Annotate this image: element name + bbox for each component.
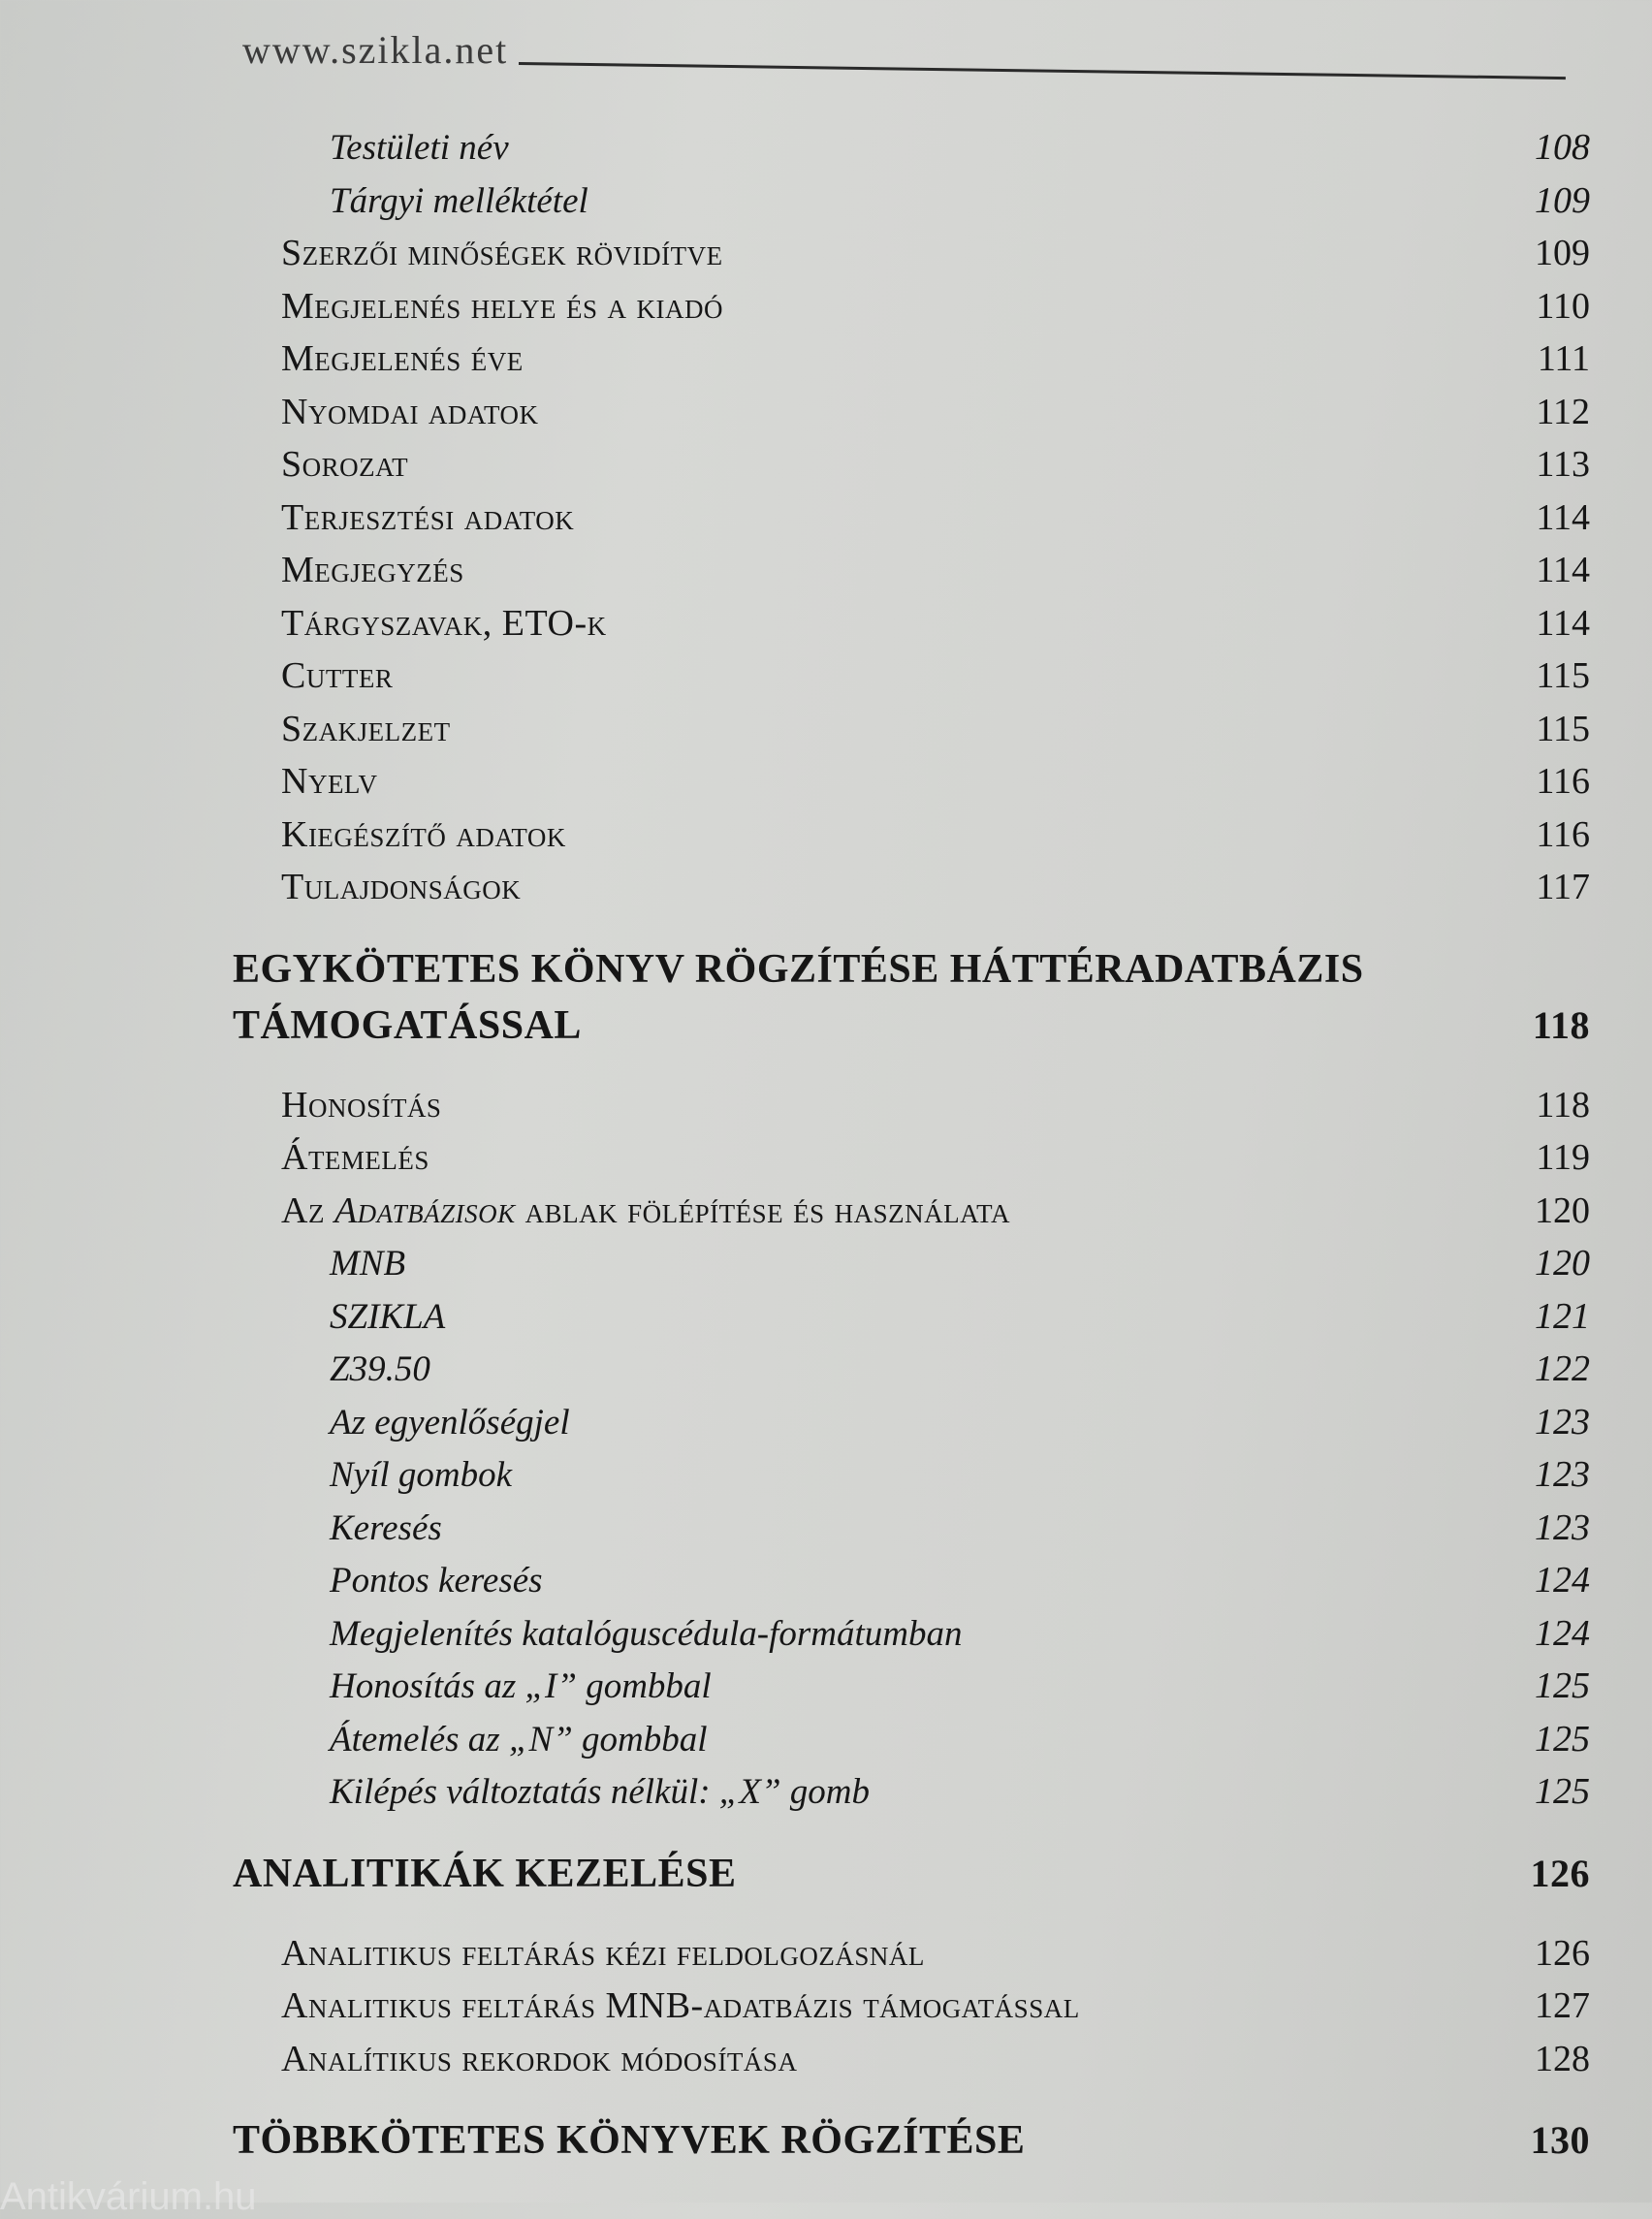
toc-entry-title: Tárgyszavak, ETO-k (281, 602, 607, 644)
toc-entry-title: Kiegészítő adatok (281, 813, 566, 855)
toc-entry (233, 703, 1590, 756)
toc-entry-page: 109 (1535, 179, 1590, 221)
toc-section-title: ANALITIKÁK KEZELÉSE (233, 1851, 737, 1896)
toc-entry-page: 125 (1535, 1665, 1590, 1706)
toc-entry-page: 114 (1536, 602, 1590, 644)
toc-entry-title: Megjelenés éve (281, 338, 524, 379)
toc-entry-title: SZIKLA (330, 1296, 446, 1337)
toc-entry-page: 114 (1536, 550, 1590, 590)
toc-entry-page: 127 (1535, 1985, 1590, 2026)
header-rule (519, 62, 1566, 79)
toc-entry-title: Megjelenés helye és a kiadó (281, 285, 724, 327)
toc-entry (233, 227, 1590, 280)
toc-entry (233, 755, 1590, 808)
toc-entry-title: Az egyenlőségjel (330, 1402, 570, 1442)
toc-entry-page: 115 (1536, 708, 1590, 749)
toc-entry-page: 124 (1535, 1612, 1590, 1654)
toc-entry-title: Kilépés változtatás nélkül: „X” gomb (330, 1772, 871, 1812)
toc-entry-page: 112 (1536, 391, 1590, 432)
toc-entry-page: 116 (1536, 813, 1590, 855)
toc-section-page: 126 (1530, 1851, 1590, 1895)
toc-entry-page: 123 (1535, 1401, 1590, 1442)
toc-entry-title: Átemelés (281, 1137, 429, 1178)
toc-entry-title: Cutter (281, 655, 394, 696)
toc-entry-title: Analitikus feltárás MNB-adatbázis támogatással (281, 1985, 1080, 2026)
toc-entry-page: 125 (1535, 1718, 1590, 1759)
toc-entry (233, 544, 1590, 597)
toc-entry (233, 491, 1590, 545)
toc-entry-page: 109 (1535, 233, 1590, 273)
toc-entry-title-emphasis: Adatbázisok (334, 1189, 516, 1231)
toc-entry-title: Honosítás az „I” gombbal (330, 1666, 712, 1706)
toc-section-title: EGYKÖTETES KÖNYV RÖGZÍTÉSE HÁTTÉRADATBÁZIS TÁMOGATÁSSAL (233, 946, 1364, 1048)
toc-entry (233, 1607, 1590, 1661)
header-url: www.szikla.net (242, 28, 509, 72)
toc-entry (233, 650, 1590, 703)
toc-entry-page: 121 (1535, 1295, 1590, 1337)
toc-entry (233, 1502, 1590, 1555)
toc-entry (233, 1554, 1590, 1607)
toc-entry-page: 120 (1535, 1189, 1590, 1231)
toc-entry (233, 1927, 1590, 1981)
toc-entry-page: 128 (1535, 2038, 1590, 2079)
toc-entry-page: 120 (1535, 1243, 1590, 1284)
toc-entry-page: 126 (1535, 1932, 1590, 1974)
toc-entry (233, 1185, 1590, 1238)
toc-entry-title: Analitikus feltárás kézi feldolgozásnál (281, 1932, 925, 1974)
toc-entry (233, 597, 1590, 650)
toc-entry-page: 113 (1536, 444, 1590, 485)
toc-section-title: TÖBBKÖTETES KÖNYVEK RÖGZÍTÉSE (233, 2118, 1026, 2163)
toc-section-page: 130 (1530, 2118, 1590, 2162)
toc-entry-page: 111 (1537, 338, 1590, 379)
toc-entry (233, 174, 1590, 228)
toc-entry-page: 125 (1535, 1771, 1590, 1812)
toc-entry-title: Sorozat (281, 444, 409, 485)
toc-entry-page: 115 (1536, 655, 1590, 696)
toc-entry (233, 333, 1590, 386)
toc-entry (233, 1660, 1590, 1713)
toc-entry (233, 808, 1590, 862)
toc-entry (233, 1448, 1590, 1502)
toc-entry-page: 110 (1536, 285, 1590, 327)
toc-entry-title: Tulajdonságok (281, 867, 522, 907)
toc-entry-page: 123 (1535, 1506, 1590, 1548)
toc-entry (233, 1343, 1590, 1396)
toc-entry-title: Megjelenítés katalóguscédula-formátumban (330, 1613, 963, 1654)
toc-section-page: 118 (1532, 1002, 1590, 1047)
toc-entry-title: Testületi név (330, 128, 509, 168)
toc-entry (233, 1237, 1590, 1290)
toc-entry (233, 1079, 1590, 1132)
toc-entry (233, 1980, 1590, 2033)
toc-entry (233, 1131, 1590, 1185)
toc-entry-title: Z39.50 (330, 1349, 430, 1389)
toc-entry-page: 117 (1536, 867, 1590, 907)
toc-entry-title: MNB (330, 1244, 406, 1284)
toc-entry (233, 1765, 1590, 1819)
toc-entry (233, 1396, 1590, 1449)
toc-entry-title: Tárgyi melléktétel (330, 180, 588, 221)
toc-entry-title: Honosítás (281, 1084, 442, 1125)
toc-entry-title: Szerzői minőségek rövidítve (281, 233, 723, 273)
toc-entry-title: Nyelv (281, 761, 378, 802)
toc-entry-title: Keresés (330, 1507, 442, 1548)
table-of-contents (233, 121, 1590, 2194)
toc-section-heading (233, 941, 1590, 1054)
toc-entry (233, 2033, 1590, 2086)
toc-entry-page: 116 (1536, 761, 1590, 802)
toc-entry-title: Szakjelzet (281, 708, 451, 749)
toc-entry-page: 114 (1536, 496, 1590, 538)
toc-entry-page: 123 (1535, 1454, 1590, 1495)
toc-section-heading (233, 2112, 1590, 2169)
toc-entry-title: Pontos keresés (330, 1561, 543, 1601)
toc-entry (233, 121, 1590, 174)
toc-entry-title-pre: Az (281, 1189, 334, 1231)
toc-entry-title (281, 1185, 1010, 1238)
toc-entry-title: Nyomdai adatok (281, 391, 539, 432)
toc-entry (233, 861, 1590, 914)
toc-entry-title: Analítikus rekordok módosítása (281, 2038, 798, 2079)
watermark: Antikvárium.hu (0, 2175, 257, 2218)
toc-entry-title: Átemelés az „N” gombbal (330, 1719, 708, 1759)
toc-section-heading (233, 1846, 1590, 1902)
toc-entry-page: 118 (1536, 1084, 1590, 1125)
toc-entry-page: 108 (1535, 127, 1590, 168)
toc-entry-title: Megjegyzés (281, 550, 464, 590)
toc-entry-title: Nyíl gombok (330, 1455, 513, 1495)
toc-entry (233, 438, 1590, 491)
toc-entry-page: 124 (1535, 1560, 1590, 1601)
toc-entry (233, 280, 1590, 333)
toc-entry (233, 1290, 1590, 1344)
toc-entry (233, 386, 1590, 439)
toc-entry-page: 119 (1536, 1137, 1590, 1178)
toc-entry-title-post: ablak fölépítése és használata (515, 1189, 1010, 1231)
page-header (242, 27, 1571, 76)
toc-entry (233, 1713, 1590, 1766)
toc-entry-page: 122 (1535, 1348, 1590, 1389)
toc-entry-title: Terjesztési adatok (281, 496, 575, 538)
